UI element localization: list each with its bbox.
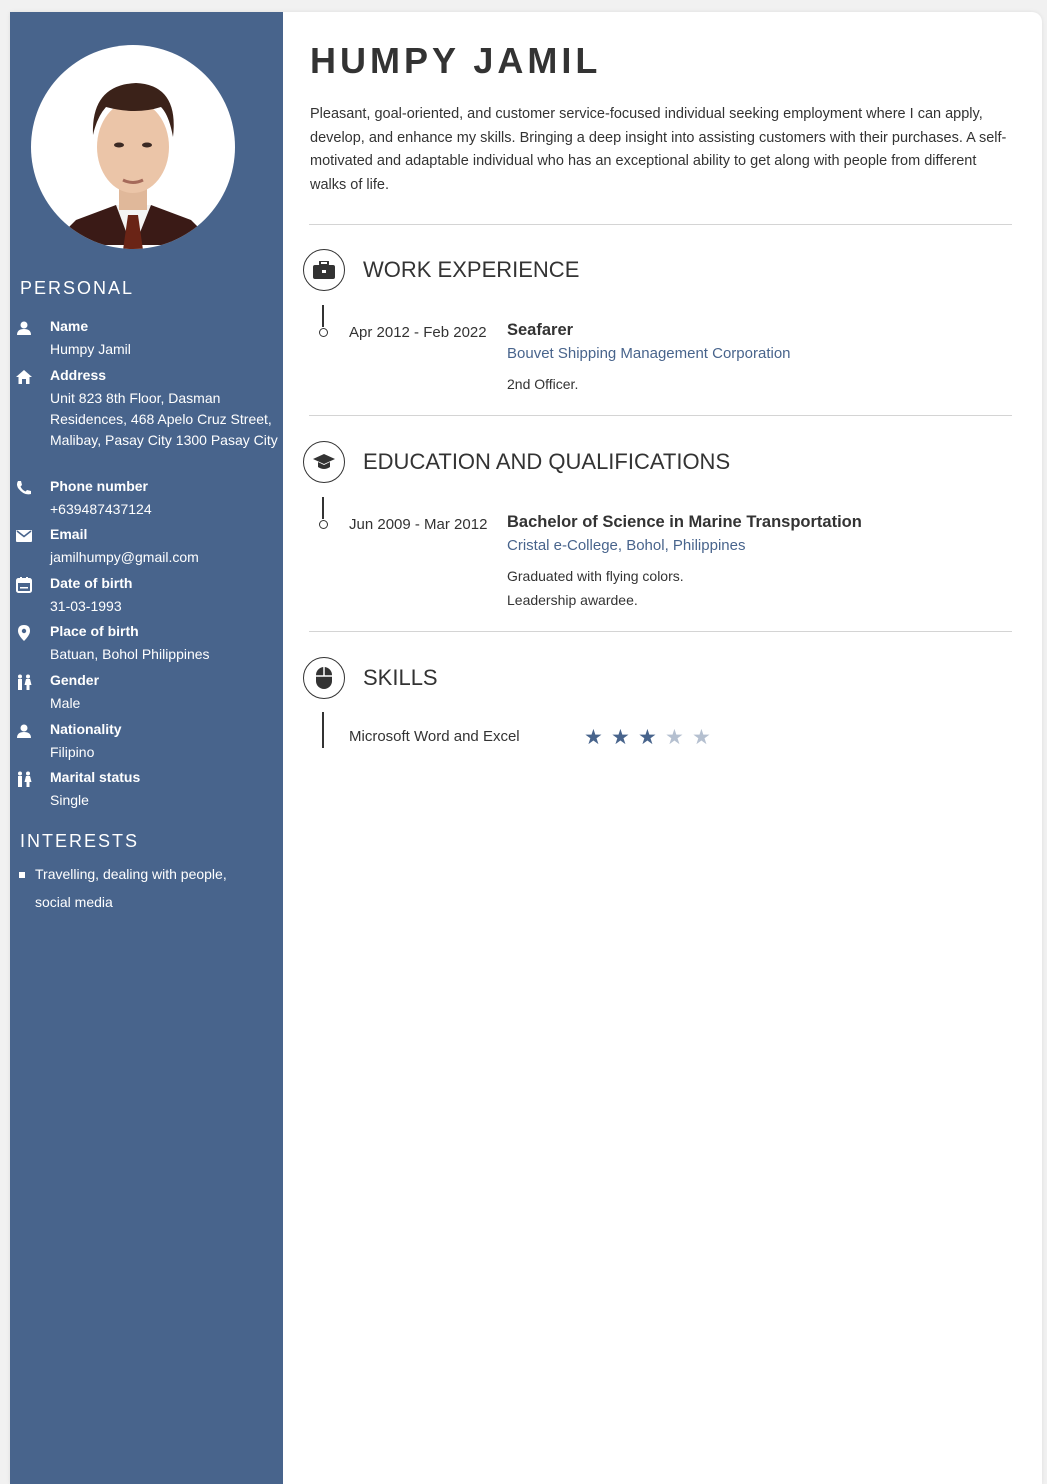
personal-heading: PERSONAL: [20, 278, 135, 298]
divider: [309, 224, 1012, 225]
personal-value: jamilhumpy@gmail.com: [50, 549, 199, 565]
mouse-icon: [303, 657, 345, 699]
timeline-dot: [319, 328, 328, 337]
timeline-line: [322, 497, 324, 519]
star-filled-icon: ★: [611, 726, 630, 749]
personal-label: Phone number: [50, 478, 149, 494]
personal-value: +639487437124: [50, 501, 152, 517]
home-icon: [16, 369, 32, 385]
work-description: 2nd Officer.: [507, 376, 579, 392]
education-school: Cristal e-College, Bohol, Philippines: [507, 537, 746, 554]
personal-label: Gender: [50, 672, 100, 688]
phone-icon: [16, 480, 32, 496]
personal-value: Single: [50, 792, 89, 808]
person-icon: [16, 320, 32, 336]
briefcase-icon: [303, 249, 345, 291]
personal-label: Date of birth: [50, 575, 133, 591]
star-empty-icon: ★: [665, 726, 684, 749]
personal-value: 31-03-1993: [50, 598, 122, 614]
star-empty-icon: ★: [692, 726, 711, 749]
timeline-line: [322, 712, 324, 748]
interest-item: Travelling, dealing with people, social media: [35, 866, 227, 910]
interests-heading: INTERESTS: [20, 831, 140, 851]
sidebar: [10, 12, 283, 1484]
personal-label: Name: [50, 318, 89, 334]
calendar-icon: [16, 577, 32, 593]
education-heading: EDUCATION AND QUALIFICATIONS: [363, 449, 731, 474]
education-desc-line: Graduated with flying colors.: [507, 568, 684, 584]
person-icon: [16, 723, 32, 739]
skill-name: Microsoft Word and Excel: [349, 728, 520, 745]
graduation-cap-icon: [303, 441, 345, 483]
summary: Pleasant, goal-oriented, and customer service-focused individual seeking employment where I can apply, develop, and enhance my skills. Bringing a deep insight into assisting customers with their purchases. A self-motivated and adaptable individual who has an exceptional ability to get along with people from different walks of life.: [310, 106, 1007, 193]
star-filled-icon: ★: [584, 726, 603, 749]
skills-heading: SKILLS: [363, 665, 438, 690]
education-description: [507, 564, 684, 612]
education-date: Jun 2009 - Mar 2012: [349, 516, 488, 533]
work-role: Seafarer: [507, 321, 574, 339]
gender-icon: [16, 674, 32, 690]
divider: [309, 415, 1012, 416]
timeline-dot: [319, 520, 328, 529]
profile-photo: [31, 45, 235, 249]
location-icon: [16, 625, 32, 641]
personal-label: Nationality: [50, 721, 122, 737]
personal-label: Address: [50, 367, 107, 383]
education-degree: Bachelor of Science in Marine Transportation: [507, 513, 862, 531]
personal-label: Marital status: [50, 769, 141, 785]
personal-value: Batuan, Bohol Philippines: [50, 646, 210, 662]
personal-value: Filipino: [50, 744, 95, 760]
email-icon: [16, 528, 32, 544]
timeline-line: [322, 305, 324, 327]
personal-value: Male: [50, 695, 81, 711]
work-date: Apr 2012 - Feb 2022: [349, 324, 487, 341]
work-heading: WORK EXPERIENCE: [363, 257, 580, 282]
personal-label: Email: [50, 526, 88, 542]
gender-icon: [16, 771, 32, 787]
work-company: Bouvet Shipping Management Corporation: [507, 345, 791, 362]
divider: [309, 631, 1012, 632]
personal-value: Unit 823 8th Floor, Dasman Residences, 468 Apelo Cruz Street, Malibay, Pasay City 1300 Pasay City: [50, 390, 278, 448]
star-filled-icon: ★: [638, 726, 657, 749]
education-desc-line: Leadership awardee.: [507, 592, 638, 608]
personal-label: Place of birth: [50, 623, 139, 639]
candidate-name: HUMPY JAMIL: [310, 40, 602, 81]
personal-value: Humpy Jamil: [50, 341, 131, 357]
bullet-icon: [19, 872, 25, 878]
